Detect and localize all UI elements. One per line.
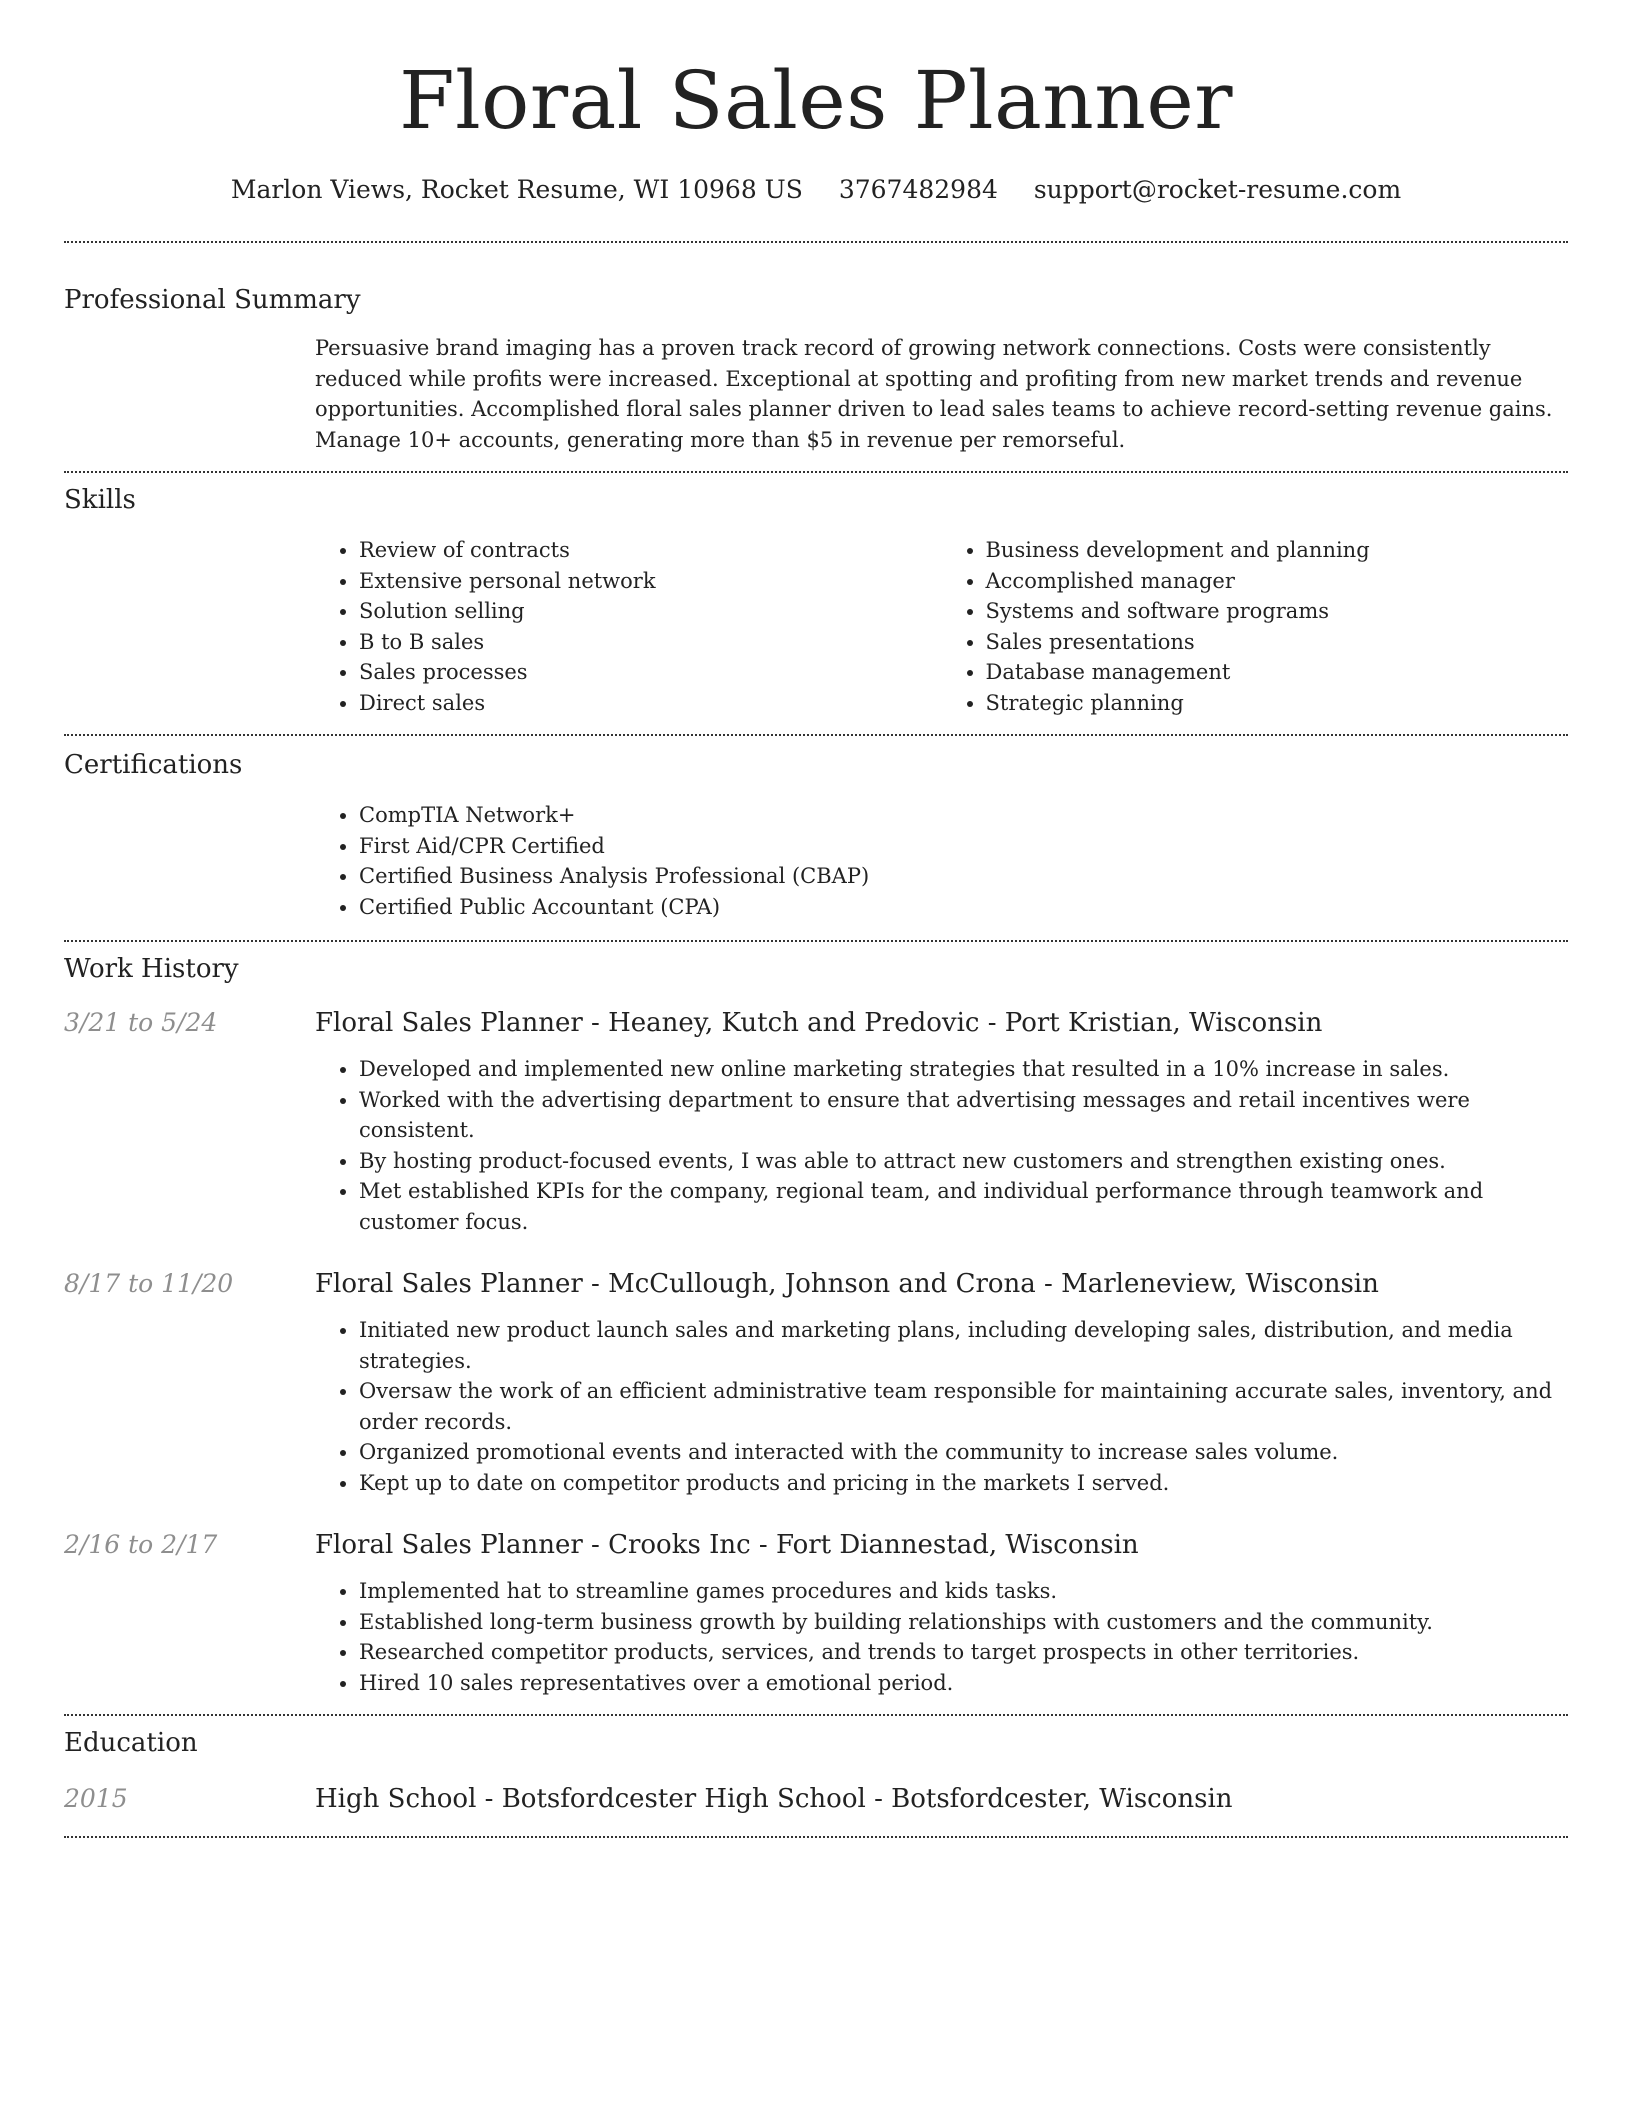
skills-grid <box>315 535 1568 718</box>
job-bullets <box>315 1576 1568 1698</box>
job-bullets <box>315 1315 1568 1498</box>
job-bullet: • Organized promotional events and interacted with the community to increase sales volume. <box>359 1437 1568 1468</box>
divider <box>64 734 1568 736</box>
skills-heading: Skills <box>64 485 136 515</box>
contact-phone: 3767482984 <box>838 175 998 204</box>
job-header <box>64 1528 1568 1562</box>
skill-item: • Database management <box>986 657 1569 688</box>
job-bullet: • By hosting product-focused events, I was able to attract new customers and strengthen existing ones. <box>359 1146 1568 1177</box>
job-title: Floral Sales Planner - Heaney, Kutch and Predovic - Port Kristian, Wisconsin <box>315 1008 1323 1038</box>
job-details <box>315 1576 1568 1698</box>
job-bullet: • Initiated new product launch sales and marketing plans, including developing sales, distribution, and media strategies. <box>359 1315 1568 1376</box>
skill-item: • Extensive personal network <box>359 566 942 597</box>
divider <box>64 1836 1568 1838</box>
job-title: Floral Sales Planner - McCullough, Johnson and Crona - Marleneview, Wisconsin <box>315 1269 1379 1299</box>
divider <box>64 940 1568 942</box>
contact-email[interactable]: support@rocket-resume.com <box>1033 175 1402 204</box>
job-bullet: • Implemented hat to streamline games procedures and kids tasks. <box>359 1576 1568 1607</box>
divider <box>64 471 1568 473</box>
skill-item: • Review of contracts <box>359 535 942 566</box>
job-bullet: • Hired 10 sales representatives over a emotional period. <box>359 1668 1568 1699</box>
divider <box>64 241 1568 243</box>
certifications-heading: Certifications <box>64 750 243 780</box>
education-date: 2015 <box>64 1784 128 1813</box>
divider <box>64 1714 1568 1716</box>
job-entry <box>64 1267 1568 1498</box>
job-header <box>64 1006 1568 1040</box>
job-bullet: • Oversaw the work of an efficient administrative team responsible for maintaining accurate sales, inventory, and order records. <box>359 1376 1568 1437</box>
skills-list-right <box>942 535 1569 718</box>
skill-item: • Accomplished manager <box>986 566 1569 597</box>
certification-item: • Certified Public Accountant (CPA) <box>359 892 1568 923</box>
contact-address: Marlon Views, Rocket Resume, WI 10968 US <box>230 175 803 204</box>
education-header <box>64 1782 1568 1816</box>
job-bullet: • Kept up to date on competitor products and pricing in the markets I served. <box>359 1468 1568 1499</box>
summary-body <box>315 333 1568 455</box>
job-bullets <box>315 1054 1568 1237</box>
skill-item: • Direct sales <box>359 688 942 719</box>
skill-item: • Solution selling <box>359 596 942 627</box>
job-entry <box>64 1006 1568 1237</box>
skill-item: • Systems and software programs <box>986 596 1569 627</box>
job-dates: 8/17 to 11/20 <box>64 1269 234 1298</box>
job-header <box>64 1267 1568 1301</box>
skill-item: • Business development and planning <box>986 535 1569 566</box>
skills-body <box>315 535 1568 718</box>
work-history-heading: Work History <box>64 954 239 984</box>
job-bullet: • Researched competitor products, services, and trends to target prospects in other territories. <box>359 1637 1568 1668</box>
job-bullet: • Met established KPIs for the company, regional team, and individual performance through teamwork and customer focus. <box>359 1176 1568 1237</box>
job-bullet: • Worked with the advertising department to ensure that advertising messages and retail incentives were consistent. <box>359 1085 1568 1146</box>
skill-item: • Strategic planning <box>986 688 1569 719</box>
certification-item: • First Aid/CPR Certified <box>359 831 1568 862</box>
certifications-body <box>315 800 1568 922</box>
contact-line <box>64 173 1568 207</box>
skill-item: • Sales presentations <box>986 627 1569 658</box>
job-dates: 2/16 to 2/17 <box>64 1530 218 1559</box>
summary-text: Persuasive brand imaging has a proven track record of growing network connections. Costs were consistently reduced while profits were increased. Exceptional at spotting and profiting from new market trends and revenue opportunities. Accomplished floral sales planner driven to lead sales teams to achieve record-setting revenue gains. Manage 10+ accounts, generating more than $5 in revenue per remorseful. <box>315 336 1553 452</box>
certification-item: • CompTIA Network+ <box>359 800 1568 831</box>
certification-item: • Certified Business Analysis Professional (CBAP) <box>359 861 1568 892</box>
summary-heading: Professional Summary <box>64 285 361 315</box>
skill-item: • B to B sales <box>359 627 942 658</box>
resume-title: Floral Sales Planner <box>399 54 1233 147</box>
job-title: Floral Sales Planner - Crooks Inc - Fort Diannestad, Wisconsin <box>315 1530 1139 1560</box>
education-entry <box>64 1782 1568 1816</box>
skill-item: • Sales processes <box>359 657 942 688</box>
certifications-list <box>315 800 1568 922</box>
skills-list-left <box>315 535 942 718</box>
job-entry <box>64 1528 1568 1698</box>
job-details <box>315 1054 1568 1237</box>
education-title: High School - Botsfordcester High School - Botsfordcester, Wisconsin <box>315 1784 1233 1814</box>
job-bullet: • Developed and implemented new online marketing strategies that resulted in a 10% increase in sales. <box>359 1054 1568 1085</box>
job-dates: 3/21 to 5/24 <box>64 1008 218 1037</box>
job-bullet: • Established long-term business growth by building relationships with customers and the community. <box>359 1607 1568 1638</box>
education-heading: Education <box>64 1728 198 1758</box>
job-details <box>315 1315 1568 1498</box>
